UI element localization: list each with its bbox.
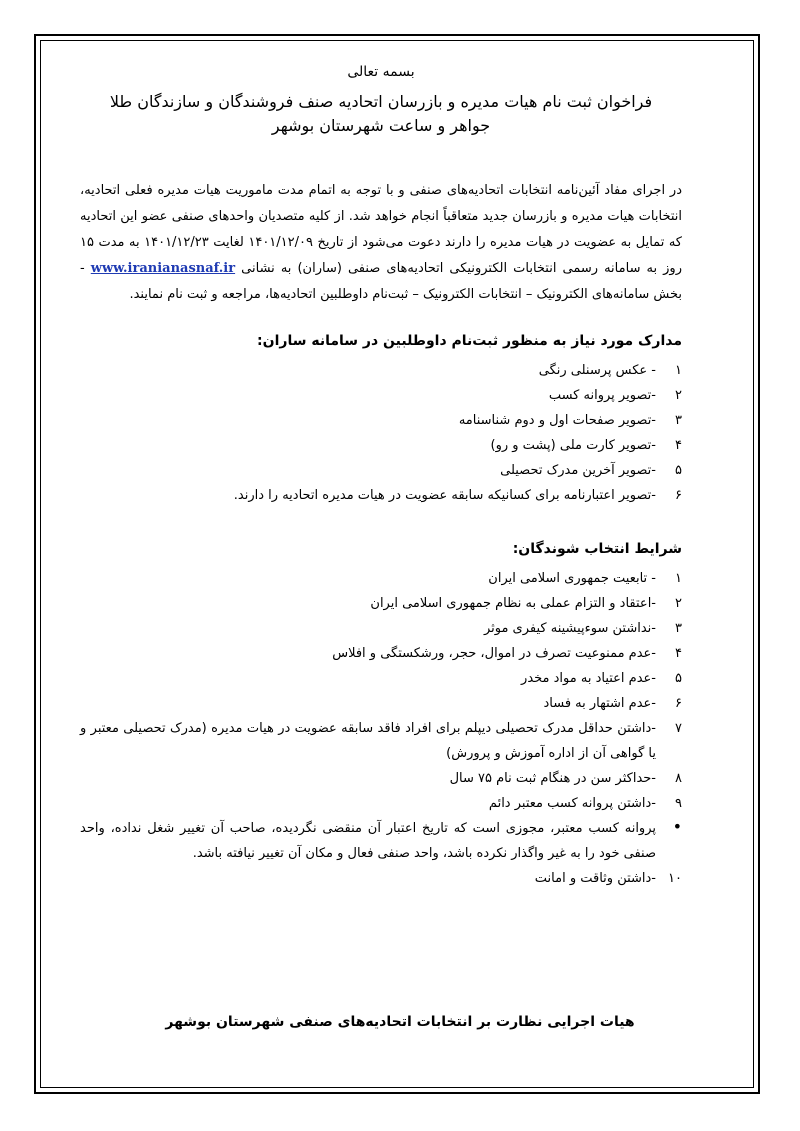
title-line-2: جواهر و ساعت شهرستان بوشهر bbox=[271, 116, 491, 135]
item-text: -نداشتن سوءپیشینه کیفری موثر bbox=[483, 621, 656, 636]
item-number: ۵ bbox=[675, 463, 682, 478]
list-item bbox=[80, 408, 682, 433]
item-number: ۵ bbox=[675, 671, 682, 686]
docs-heading: مدارک مورد نیاز به منظور ثبت‌نام داوطلبین در سامانه ساران: bbox=[257, 333, 682, 349]
title-line-1: فراخوان ثبت نام هیات مدیره و بازرسان اتحادیه صنف فروشندگان و سازندگان طلا bbox=[109, 92, 653, 111]
item-number: ۶ bbox=[675, 696, 682, 711]
item-text: -داشتن حداقل مدرک تحصیلی دیپلم برای افراد فاقد سابقه عضویت در هیات مدیره (مدرک تحصیلی معتبر و یا گواهی آن از اداره آموزش و پرورش) bbox=[80, 721, 656, 761]
list-item bbox=[80, 383, 682, 408]
list-item bbox=[80, 483, 682, 508]
item-text: -عدم اعتیاد به مواد مخدر bbox=[521, 671, 656, 686]
item-text: -تصویر آخرین مدرک تحصیلی bbox=[500, 463, 656, 478]
list-item bbox=[80, 641, 682, 666]
website-link[interactable]: www.iranianasnaf.ir bbox=[90, 261, 236, 276]
conditions-list bbox=[80, 566, 682, 891]
item-number: ۲ bbox=[675, 388, 682, 403]
item-number: ۷ bbox=[675, 721, 682, 736]
list-item bbox=[80, 458, 682, 483]
item-text: -حداکثر سن در هنگام ثبت نام ۷۵ سال bbox=[449, 771, 656, 786]
list-item bbox=[80, 591, 682, 616]
list-item bbox=[80, 358, 682, 383]
item-text: -تصویر پروانه کسب bbox=[548, 388, 656, 403]
item-text: -تصویر صفحات اول و دوم شناسنامه bbox=[458, 413, 656, 428]
item-text: -عدم ممنوعیت تصرف در اموال، حجر، ورشکستگی و افلاس bbox=[332, 646, 656, 661]
item-text: -عدم اشتهار به فساد bbox=[543, 696, 656, 711]
intro-text-after-link: - بخش سامانه‌های الکترونیک – انتخابات الکترونیک – ثبت‌نام داوطلبین اتحادیه‌ها، مراجعه و ثبت نام نمایند. bbox=[80, 261, 682, 302]
intro-paragraph bbox=[80, 178, 682, 308]
conditions-heading: شرایط انتخاب شوندگان: bbox=[512, 541, 682, 557]
list-item bbox=[80, 791, 682, 816]
item-text: - عکس پرسنلی رنگی bbox=[538, 363, 656, 378]
docs-list bbox=[80, 358, 682, 508]
bullet-icon: • bbox=[672, 817, 682, 836]
item-number: ۴ bbox=[675, 438, 682, 453]
list-item bbox=[80, 691, 682, 716]
item-number: ۸ bbox=[675, 771, 682, 786]
list-item bbox=[80, 766, 682, 791]
item-text: -تصویر کارت ملی (پشت و رو) bbox=[490, 438, 656, 453]
list-item bbox=[80, 816, 682, 866]
item-number: ۶ bbox=[675, 488, 682, 503]
item-number: ۹ bbox=[675, 796, 682, 811]
item-number: ۳ bbox=[675, 413, 682, 428]
item-number: ۴ bbox=[675, 646, 682, 661]
list-item bbox=[80, 616, 682, 641]
list-item bbox=[80, 716, 682, 766]
item-number: ۲ bbox=[675, 596, 682, 611]
document-body bbox=[80, 62, 682, 891]
list-item bbox=[80, 433, 682, 458]
item-number: ۱ bbox=[675, 571, 682, 586]
item-number: ۳ bbox=[675, 621, 682, 636]
item-text: -داشتن پروانه کسب معتبر دائم bbox=[488, 796, 656, 811]
item-text: -داشتن وثاقت و امانت bbox=[534, 871, 656, 886]
list-item bbox=[80, 566, 682, 591]
header-blessing: بسمه تعالی bbox=[347, 64, 415, 80]
item-text: -اعتقاد و التزام عملی به نظام جمهوری اسلامی ایران bbox=[370, 596, 656, 611]
item-text: - تابعیت جمهوری اسلامی ایران bbox=[488, 571, 656, 586]
item-text: پروانه کسب معتبر، مجوزی است که تاریخ اعتبار آن منقضی نگردیده، صاحب آن تغییر شغل نداده، واحد صنفی خود را به غیر واگذار نکرده باشد، واحد صنفی فعال و مکان آن تغییر نیافته باشد. bbox=[80, 821, 656, 861]
item-text: -تصویر اعتبارنامه برای کسانیکه سابقه عضویت در هیات مدیره اتحادیه را دارند. bbox=[233, 488, 656, 503]
list-item bbox=[80, 866, 682, 891]
list-item bbox=[80, 666, 682, 691]
item-number: ۱ bbox=[675, 363, 682, 378]
intro-text-before-link: در اجرای مفاد آئین‌نامه انتخابات اتحادیه‌های صنفی و با توجه به اتمام مدت ماموریت هیات مدیره فعلی اتحادیه، انتخابات هیات مدیره و بازرسان جدید متعاقباً انجام خواهد شد. از کلیه متصدیان واحدهای صنفی عضو این اتحادیه که تمایل به عضویت در هیات مدیره را دارند دعوت می‌شود از تاریخ ۱۴۰۱/۱۲/۰۹ لغایت ۱۴۰۱/۱۲/۲۳ به مدت ۱۵ روز به سامانه رسمی انتخابات الکترونیکی اتحادیه‌های صنفی (ساران) به نشانی bbox=[80, 183, 682, 276]
item-number: ۱۰ bbox=[668, 871, 682, 886]
footer-signature: هیات اجرایی نظارت بر انتخابات اتحادیه‌های صنفی شهرستان بوشهر bbox=[165, 1014, 635, 1030]
